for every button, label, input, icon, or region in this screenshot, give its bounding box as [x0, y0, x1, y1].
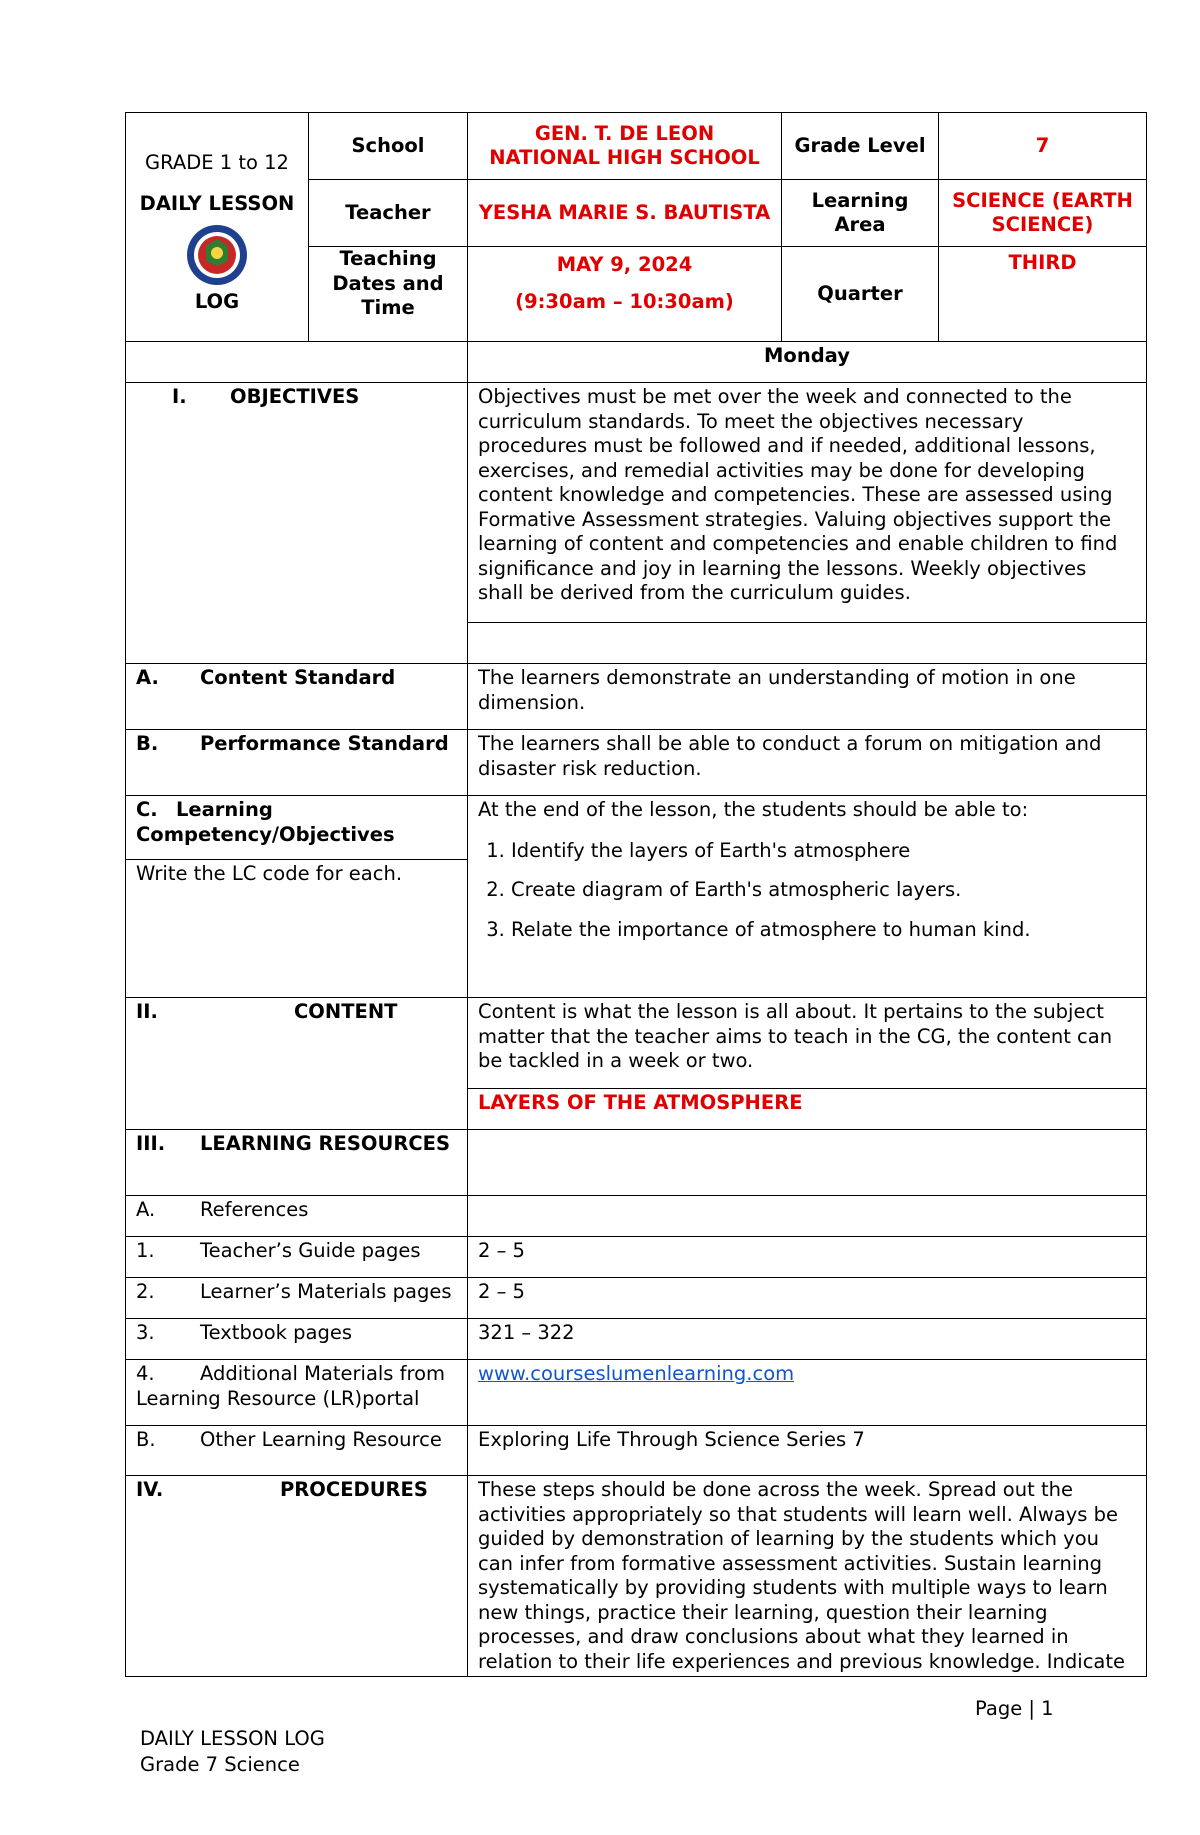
page-number: Page | 1: [975, 1697, 1054, 1720]
competency-heading: [126, 796, 468, 860]
content-heading: [126, 998, 468, 1130]
content-label: CONTENT: [294, 1000, 398, 1023]
resource-label: [126, 1319, 468, 1360]
references-heading: [126, 1196, 468, 1237]
content-topic: LAYERS OF THE ATMOSPHERE: [468, 1089, 1147, 1130]
content-text: Content is what the lesson is all about. It pertains to the subject matter that the teacher aims to teach in the CG, the content can be tackled in a week or two.: [468, 998, 1147, 1089]
resource-num: 1.: [136, 1239, 155, 1262]
dll-title-cell: [126, 113, 309, 342]
resource-num: 4.: [136, 1362, 155, 1385]
performance-standard-text: The learners shall be able to conduct a forum on mitigation and disaster risk reduction.: [468, 730, 1147, 796]
quarter-value: THIRD: [939, 247, 1147, 342]
dates-label: Teaching Dates and Time: [309, 247, 468, 342]
resources-blank: [468, 1130, 1147, 1196]
resource-label: [126, 1360, 468, 1426]
deped-seal-icon: [186, 224, 248, 286]
content-standard-text: The learners demonstrate an understanding of motion in one dimension.: [468, 664, 1147, 730]
resource-num: 3.: [136, 1321, 155, 1344]
list-item: 2. Create diagram of Earth's atmospheric layers.: [511, 878, 1136, 903]
other-resource-value: Exploring Life Through Science Series 7: [468, 1426, 1147, 1476]
resource-num: 2.: [136, 1280, 155, 1303]
lr-portal-link[interactable]: www.courseslumenlearning.com: [478, 1362, 795, 1385]
references-blank: [468, 1196, 1147, 1237]
resource-label-text: Teacher’s Guide pages: [200, 1239, 421, 1262]
procedures-num: IV.: [136, 1478, 164, 1501]
dates-value-cell: [468, 247, 782, 342]
date-value: MAY 9, 2024: [556, 253, 693, 276]
objectives-text: Objectives must be met over the week and connected to the curriculum standards. To meet the objectives necessary procedures must be followed and if needed, additional lessons, exercises, and remedial activities may be done for developing content knowledge and competencies. These are assessed using Formative Assessment strategies. Valuing objectives support the learning of content and competencies and enable children to find significance and joy in learning the lessons. Weekly objectives shall be derived from the curriculum guides.: [468, 383, 1147, 623]
school-value: GEN. T. DE LEON NATIONAL HIGH SCHOOL: [468, 113, 782, 180]
footer-block: [140, 1726, 325, 1778]
resource-label: [126, 1278, 468, 1319]
competency-note: Write the LC code for each.: [126, 860, 468, 998]
resources-heading: [126, 1130, 468, 1196]
resource-label-text: Learner’s Materials pages: [200, 1280, 452, 1303]
other-resource-label: Other Learning Resource: [200, 1428, 442, 1451]
resources-num: III.: [136, 1132, 166, 1155]
learning-area-value: SCIENCE (EARTH SCIENCE): [939, 180, 1147, 247]
procedures-text: These steps should be done across the week. Spread out the activities appropriately so that students will learn well. Always be guided by demonstration of learning by the students which you can infer from formative assessment activities. Sustain learning systematically by providing students with multiple ways to learn new things, practice their learning, question their learning processes, and draw conclusions about what they learned in relation to their life experiences and previous knowledge. Indicate: [468, 1476, 1147, 1677]
log-label: LOG: [194, 290, 240, 313]
resource-label-text: Additional Materials from Learning Resource (LR)portal: [136, 1362, 446, 1410]
resource-label: [126, 1237, 468, 1278]
table-row: [126, 1237, 1147, 1278]
competency-intro: At the end of the lesson, the students should be able to:: [478, 798, 1029, 821]
performance-standard-num: B.: [136, 732, 159, 755]
performance-standard-label: Performance Standard: [200, 732, 449, 755]
dll-label: DAILY LESSON: [139, 191, 295, 215]
table-row: [126, 1319, 1147, 1360]
day-label: Monday: [468, 342, 1147, 383]
list-item: 1. Identify the layers of Earth's atmosphere: [511, 839, 1136, 864]
resources-label: LEARNING RESOURCES: [200, 1132, 451, 1155]
objectives-heading: [126, 383, 468, 664]
content-num: II.: [136, 1000, 158, 1023]
teacher-label: Teacher: [309, 180, 468, 247]
procedures-heading: [126, 1476, 468, 1677]
list-item: 3. Relate the importance of atmosphere to human kind.: [511, 918, 1136, 943]
procedures-label: PROCEDURES: [280, 1478, 428, 1501]
references-label: References: [200, 1198, 309, 1221]
table-row: [126, 1278, 1147, 1319]
other-resource-heading: [126, 1426, 468, 1476]
resource-value: [468, 1360, 1147, 1426]
grade-level-label: Grade Level: [782, 113, 939, 180]
resource-value: 2 – 5: [468, 1237, 1147, 1278]
other-resource-num: B.: [136, 1428, 156, 1451]
time-value: (9:30am – 10:30am): [515, 289, 734, 313]
competency-cell: [468, 796, 1147, 998]
content-standard-num: A.: [136, 666, 159, 689]
grade-level-value: 7: [939, 113, 1147, 180]
competency-label: Learning Competency/Objectives: [136, 798, 395, 846]
competency-num: C.: [136, 798, 158, 821]
content-standard-label: Content Standard: [200, 666, 396, 689]
school-label: School: [309, 113, 468, 180]
lesson-log-table: [125, 112, 1147, 1677]
references-num: A.: [136, 1198, 156, 1221]
objectives-label: OBJECTIVES: [230, 385, 360, 408]
resource-value: 321 – 322: [468, 1319, 1147, 1360]
learning-area-label: Learning Area: [782, 180, 939, 247]
objectives-num: I.: [172, 385, 187, 408]
competency-list: [478, 839, 1136, 943]
objectives-blank: [468, 623, 1147, 664]
teacher-value: YESHA MARIE S. BAUTISTA: [468, 180, 782, 247]
performance-standard-heading: [126, 730, 468, 796]
resource-label-text: Textbook pages: [200, 1321, 353, 1344]
resource-value: 2 – 5: [468, 1278, 1147, 1319]
empty-cell: [126, 342, 468, 383]
content-standard-heading: [126, 664, 468, 730]
table-row: [126, 1360, 1147, 1426]
grade-label: GRADE 1 to 12: [145, 151, 289, 174]
footer-line-1: DAILY LESSON LOG: [140, 1727, 325, 1750]
quarter-label: Quarter: [782, 247, 939, 342]
footer-line-2: Grade 7 Science: [140, 1753, 300, 1776]
